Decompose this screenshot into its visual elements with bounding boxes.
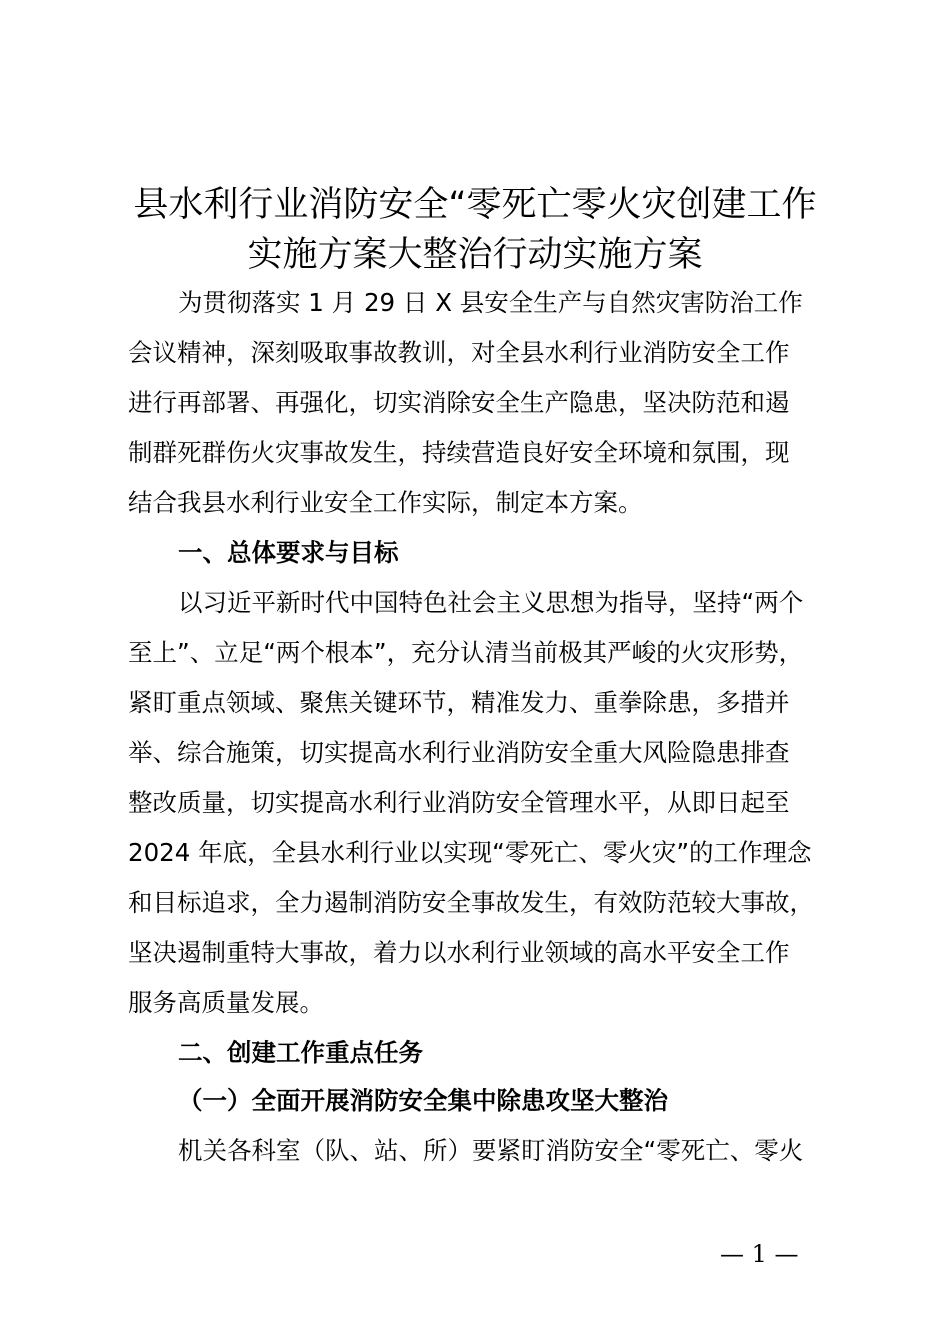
intro-line-4: 制群死群伤火灾事故发生，持续营造良好安全环境和氛围，现 — [128, 438, 790, 467]
section-1-line-2: 至上”、立足“两个根本”，充分认清当前极其严峻的火灾形势， — [128, 638, 804, 667]
intro-line-5: 结合我县水利行业安全工作实际，制定本方案。 — [128, 488, 643, 517]
section-1-line-6: 2024 年底，全县水利行业以实现“零死亡、零火灾”的工作理念 — [128, 838, 812, 867]
section-1-line-7: 和目标追求，全力遏制消防安全事故发生，有效防范较大事故， — [128, 888, 814, 917]
section-1-line-1: 以习近平新时代中国特色社会主义思想为指导，坚持“两个 — [178, 588, 804, 617]
subsection-1-heading: （一）全面开展消防安全集中除患攻坚大整治 — [178, 1086, 668, 1115]
page-number: — 1 — — [720, 1240, 799, 1268]
subsection-1-line-1: 机关各科室（队、站、所）要紧盯消防安全“零死亡、零火 — [178, 1136, 804, 1165]
section-1-line-8: 坚决遏制重特大事故，着力以水利行业领域的高水平安全工作 — [128, 938, 790, 967]
section-2-heading: 二、创建工作重点任务 — [178, 1038, 423, 1067]
document-title-line-1: 县水利行业消防安全“零死亡零火灾创建工作 — [133, 185, 817, 225]
intro-line-3: 进行再部署、再强化，切实消除安全生产隐患，坚决防范和遏 — [128, 388, 790, 417]
section-1-line-3: 紧盯重点领域、聚焦关键环节，精准发力、重拳除患，多措并 — [128, 688, 790, 717]
section-1-line-5: 整改质量，切实提高水利行业消防安全管理水平，从即日起至 — [128, 788, 790, 817]
intro-line-2: 会议精神，深刻吸取事故教训，对全县水利行业消防安全工作 — [128, 338, 790, 367]
section-1-line-4: 举、综合施策，切实提高水利行业消防安全重大风险隐患排查 — [128, 738, 790, 767]
intro-line-1: 为贯彻落实 1 月 29 日 X 县安全生产与自然灾害防治工作 — [178, 288, 803, 317]
section-1-line-9: 服务高质量发展。 — [128, 988, 324, 1017]
document-title-line-2: 实施方案大整治行动实施方案 — [247, 235, 703, 275]
section-1-heading: 一、总体要求与目标 — [178, 538, 399, 567]
